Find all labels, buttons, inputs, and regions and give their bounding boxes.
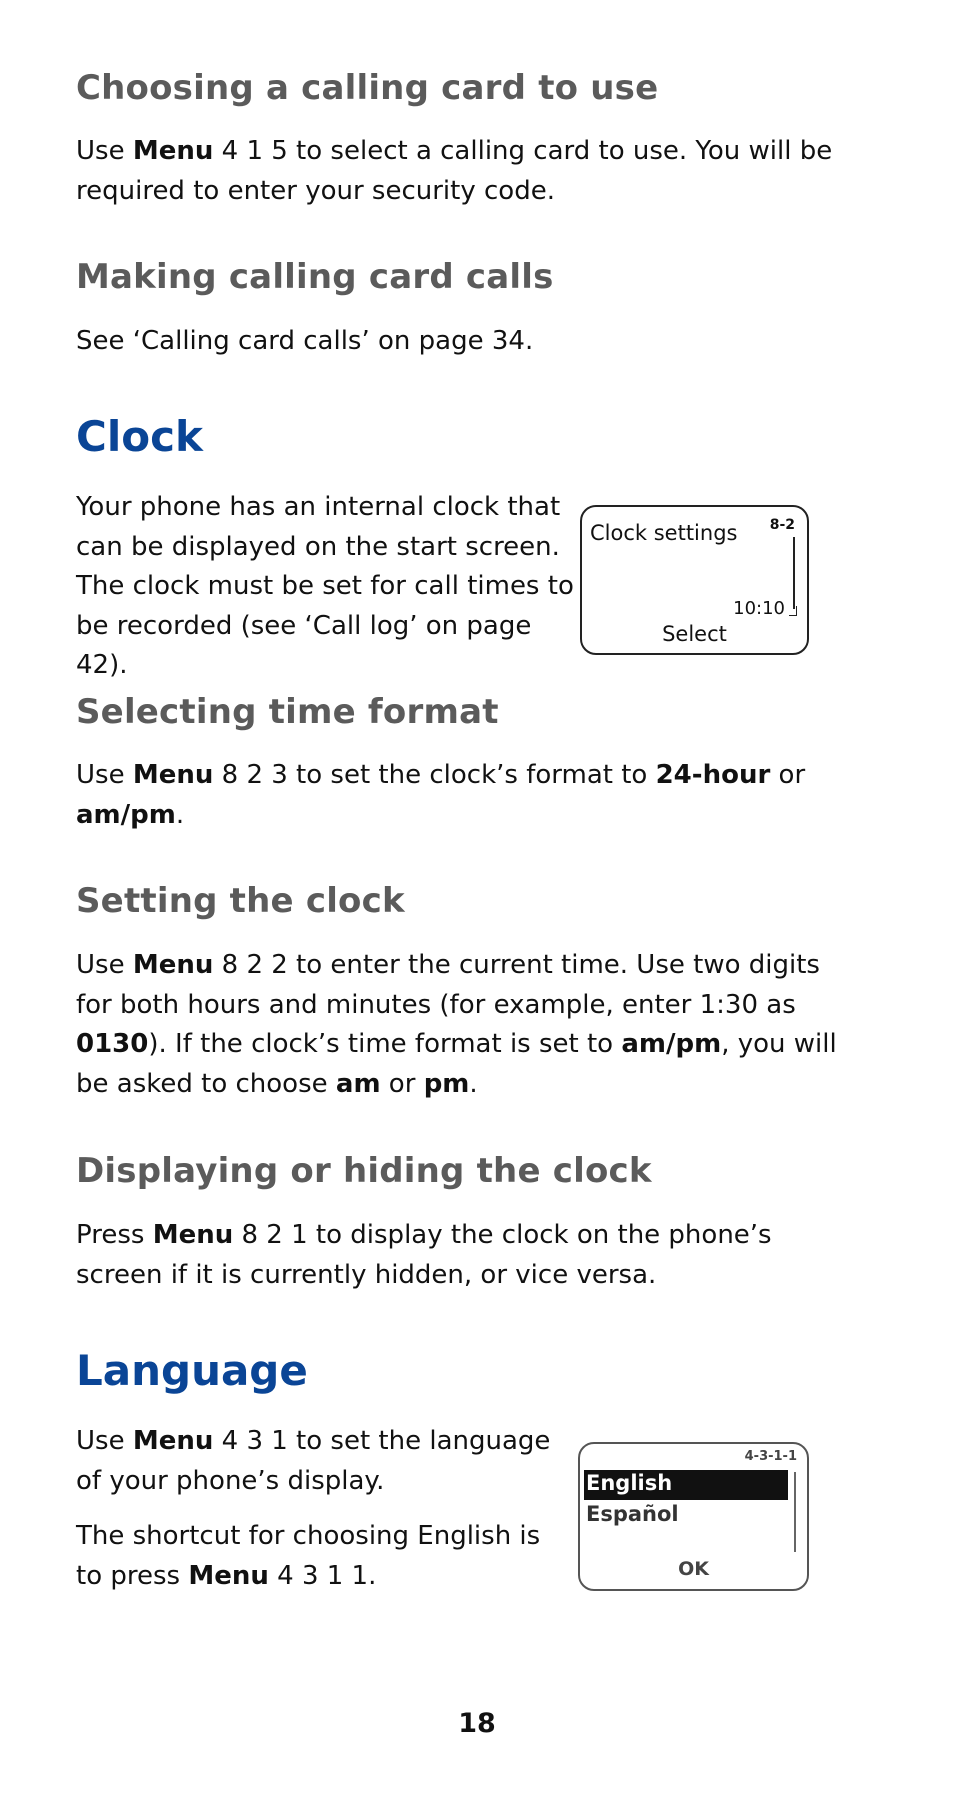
clock-time: 10:10 [733, 598, 785, 619]
heading-setting-the-clock: Setting the clock [76, 881, 405, 921]
heading-displaying-or-hiding-clock: Displaying or hiding the clock [76, 1151, 652, 1191]
paragraph-language-shortcut: The shortcut for choosing English is to press Menu 4 3 1 1. [76, 1521, 541, 1591]
paragraph-selecting-time-format: Use Menu 8 2 3 to set the clock’s format to 24-hour or am/pm. [76, 760, 806, 830]
paragraph-setting-the-clock: Use Menu 8 2 2 to enter the current time. Use two digits for both hours and minutes (for example, enter 1:30 as 0130). If the clock’s time format is set to am/pm, you will be asked to choose am or pm. [76, 950, 837, 1099]
page-number: 18 [458, 1708, 496, 1739]
ok-softkey: OK [678, 1558, 709, 1580]
paragraph-displaying-or-hiding-clock: Press Menu 8 2 1 to display the clock on the phone’s screen if it is currently hidden, or vice versa. [76, 1220, 772, 1290]
screen-menu-index: 8-2 [769, 517, 795, 533]
screen-title: Clock settings [590, 521, 738, 545]
clock-settings-screen-illustration [580, 505, 809, 655]
heading-choosing-calling-card: Choosing a calling card to use [76, 68, 659, 108]
section-title-clock: Clock [76, 412, 203, 461]
heading-selecting-time-format: Selecting time format [76, 692, 499, 732]
scrollbar-track [793, 537, 795, 609]
paragraph-clock-intro: Your phone has an internal clock that can be displayed on the start screen. The clock must be set for call times to be recorded (see ‘Call log’ on page 42). [76, 492, 574, 680]
language-screen-illustration [578, 1442, 809, 1591]
language-option-english: English [586, 1471, 673, 1495]
scrollbar-track [794, 1472, 796, 1552]
language-option-selected-highlight [584, 1470, 788, 1500]
paragraph-language-menu: Use Menu 4 3 1 to set the language of your phone’s display. [76, 1426, 551, 1496]
paragraph-making-calling-card-calls: See ‘Calling card calls’ on page 34. [76, 326, 534, 356]
section-title-language: Language [76, 1346, 308, 1395]
screen-menu-index: 4-3-1-1 [744, 1449, 797, 1464]
scrollbar-thumb [789, 606, 797, 616]
language-option-espanol: Español [586, 1502, 679, 1526]
heading-making-calling-card-calls: Making calling card calls [76, 257, 554, 297]
paragraph-choosing-calling-card: Use Menu 4 1 5 to select a calling card to use. You will be required to enter your security code. [76, 136, 833, 206]
select-softkey: Select [662, 622, 727, 646]
